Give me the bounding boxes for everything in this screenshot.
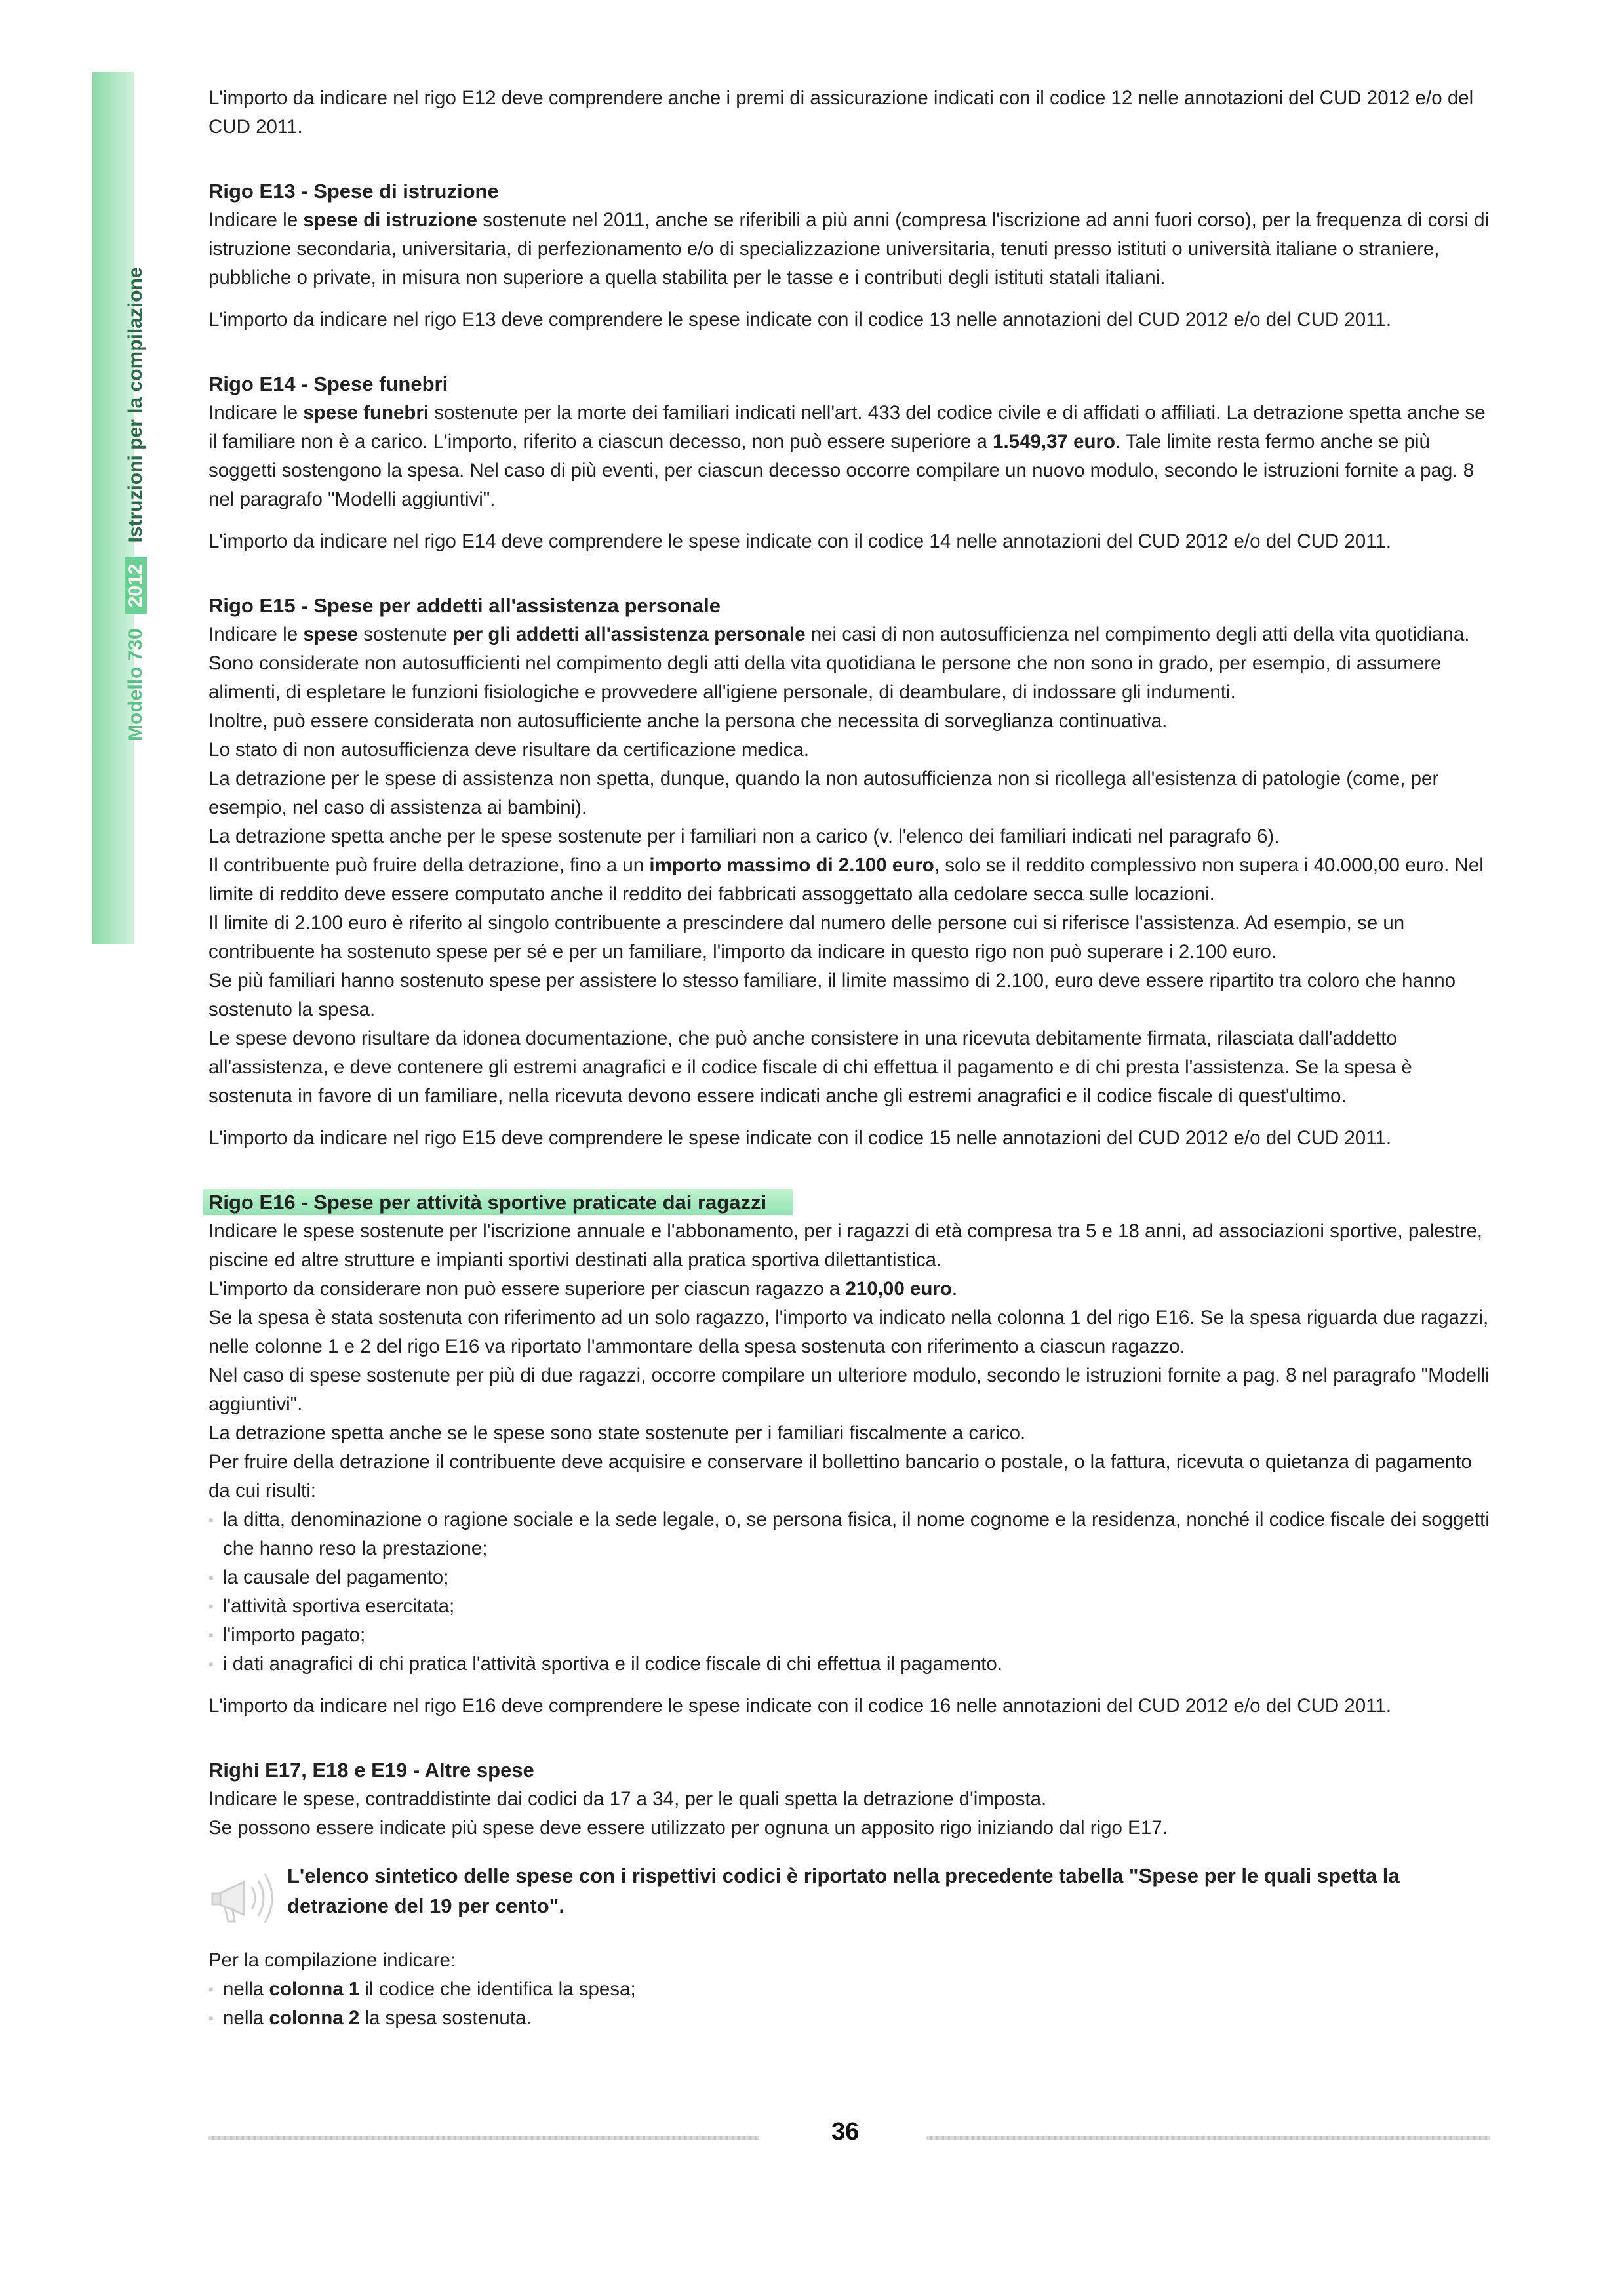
heading-e16-highlight: Rigo E16 - Spese per attività sportive praticate dai ragazzi [203, 1189, 793, 1215]
e16-paragraph-3: Se la spesa è stata sostenuta con riferimento ad un solo ragazzo, l'importo va indicato nella colonna 1 del rigo E16. Se la spesa riguarda due ragazzi, nelle colonne 1 e 2 del rigo E16 va riportato l'ammontare della spesa sostenuta con riferimento a ciascun ragazzo. [208, 1307, 1489, 1357]
e15-paragraph-3: Inoltre, può essere considerata non autosufficiente anche la persona che necessita di sorveglianza continuativa. [208, 710, 1168, 732]
e14-paragraph-1: Indicare le spese funebri sostenute per la morte dei familiari indicati nell'art. 433 del codice civile e di affidati o affiliati. La detrazione spetta anche se il familiare non è a carico. L'importo, riferito a ciascun decesso, non può essere superiore a 1.549,37 euro. Tale limite resta fermo anche se più soggetti sostengono la spesa. Nel caso di più eventi, per ciascun decesso occorre compilare un nuovo modulo, secondo le istruzioni fornite a pag. 8 nel paragrafo "Modelli aggiuntivi". [208, 402, 1486, 510]
e13-paragraph-2: L'importo da indicare nel rigo E13 deve comprendere le spese indicate con il codice 13 nelle annotazioni del CUD 2012 e/o del CUD 2011. [208, 309, 1392, 330]
note-callout [208, 1861, 1490, 1933]
megaphone-icon [205, 1861, 290, 1933]
heading-e15: Rigo E15 - Spese per addetti all'assistenza personale [208, 594, 721, 617]
e17-bullet-list [208, 1975, 1490, 2033]
e17-paragraph-1: Indicare le spese, contraddistinte dai codici da 17 a 34, per le quali spetta la detrazione d'imposta. [208, 1788, 1047, 1810]
intro-paragraph: L'importo da indicare nel rigo E12 deve comprendere anche i premi di assicurazione indicati con il codice 12 nelle annotazioni del CUD 2012 e/o del CUD 2011. [208, 87, 1474, 138]
heading-e14: Rigo E14 - Spese funebri [208, 372, 448, 395]
sidebar-label [125, 267, 147, 741]
note-text: L'elenco sintetico delle spese con i rispettivi codici è riportato nella precedente tabella "Spese per le quali spetta la detrazione del 19 per cento". [287, 1864, 1400, 1917]
e15-paragraph-5: La detrazione per le spese di assistenza non spetta, dunque, quando la non autosufficienza non si ricollega all'esistenza di patologie (come, per esempio, nel caso di assistenza ai bambini). [208, 768, 1439, 818]
list-item: ▪ nella colonna 1 il codice che identifica la spesa; [208, 1975, 1490, 2004]
heading-e17: Righi E17, E18 e E19 - Altre spese [208, 1759, 534, 1782]
e14-paragraph-2: L'importo da indicare nel rigo E14 deve comprendere le spese indicate con il codice 14 nelle annotazioni del CUD 2012 e/o del CUD 2011. [208, 530, 1392, 552]
e16-paragraph-7: L'importo da indicare nel rigo E16 deve comprendere le spese indicate con il codice 16 nelle annotazioni del CUD 2012 e/o del CUD 2011. [208, 1695, 1392, 1717]
list-item: ▪ nella colonna 2 la spesa sostenuta. [208, 2004, 1490, 2033]
list-item: ▪ l'importo pagato; [208, 1621, 1490, 1650]
e15-paragraph-1: Indicare le spese sostenute per gli addetti all'assistenza personale nei casi di non autosufficienza nel compimento degli atti della vita quotidiana. [208, 624, 1470, 645]
list-item: ▪ i dati anagrafici di chi pratica l'attività sportiva e il codice fiscale di chi effettua il pagamento. [208, 1650, 1490, 1679]
e16-paragraph-4: Nel caso di spese sostenute per più di due ragazzi, occorre compilare un ulteriore modulo, secondo le istruzioni fornite a pag. 8 nel paragrafo "Modelli aggiuntivi". [208, 1365, 1490, 1415]
sidebar-year: 2012 [125, 557, 147, 614]
e15-paragraph-9: Se più familiari hanno sostenuto spese per assistere lo stesso familiare, il limite massimo di 2.100, euro deve essere ripartito tra coloro che hanno sostenuto la spesa. [208, 970, 1456, 1020]
sidebar-model: Modello 730 [125, 628, 146, 741]
e15-paragraph-8: Il limite di 2.100 euro è riferito al singolo contribuente a prescindere dal numero delle persone cui si riferisce l'assistenza. Ad esempio, se un contribuente ha sostenuto spese per sé e per un familiare, l'importo da indicare in questo rigo non può superare i 2.100 euro. [208, 912, 1405, 963]
e15-paragraph-4: Lo stato di non autosufficienza deve risultare da certificazione medica. [208, 739, 810, 761]
e15-paragraph-6: La detrazione spetta anche per le spese sostenute per i familiari non a carico (v. l'elenco dei familiari indicati nel paragrafo 6). [208, 826, 1280, 847]
list-item: ▪ l'attività sportiva esercitata; [208, 1592, 1490, 1621]
e16-paragraph-2: L'importo da considerare non può essere superiore per ciascun ragazzo a 210,00 euro. [208, 1278, 958, 1300]
heading-e13: Rigo E13 - Spese di istruzione [208, 180, 499, 203]
e16-bullet-list [208, 1506, 1490, 1679]
page-footer [208, 2118, 1490, 2157]
page-number: 36 [831, 2118, 860, 2145]
e16-paragraph-6: Per fruire della detrazione il contribuente deve acquisire e conservare il bollettino bancario o postale, o la fattura, ricevuta o quietanza di pagamento da cui risulti: [208, 1451, 1472, 1502]
e15-paragraph-10: Le spese devono risultare da idonea documentazione, che può anche consistere in una ricevuta debitamente firmata, rilasciata dall'addetto all'assistenza, e deve contenere gli estremi anagrafici e il codice fiscale di chi effettua il pagamento e di chi presta l'assistenza. Se la spesa è sostenuta in favore di un familiare, nella ricevuta devono essere indicati anche gli estremi anagrafici e il codice fiscale di quest'ultimo. [208, 1028, 1412, 1107]
e15-paragraph-11: L'importo da indicare nel rigo E15 deve comprendere le spese indicate con il codice 15 nelle annotazioni del CUD 2012 e/o del CUD 2011. [208, 1127, 1392, 1149]
e16-paragraph-1: Indicare le spese sostenute per l'iscrizione annuale e l'abbonamento, per i ragazzi di età compresa tra 5 e 18 anni, ad associazioni sportive, palestre, piscine ed altre strutture e impianti sportivi destinati alla pratica sportiva dilettantistica. [208, 1220, 1482, 1271]
list-item: ▪ la ditta, denominazione o ragione sociale e la sede legale, o, se persona fisica, il nome cognome e la residenza, nonché il codice fiscale dei soggetti che hanno reso la prestazione; [208, 1506, 1490, 1563]
heading-e16 [208, 1188, 1490, 1217]
e16-paragraph-5: La detrazione spetta anche se le spese sono state sostenute per i familiari fiscalmente a carico. [208, 1422, 1026, 1444]
sidebar-title: Istruzioni per la compilazione [125, 267, 146, 543]
e15-paragraph-2: Sono considerate non autosufficienti nel compimento degli atti della vita quotidiana le persone che non sono in grado, per esempio, di assumere alimenti, di espletare le funzioni fisiologiche e provvedere all'igiene personale, di deambulare, di indossare gli indumenti. [208, 652, 1442, 703]
e17-paragraph-2: Se possono essere indicate più spese deve essere utilizzato per ognuna un apposito rigo iniziando dal rigo E17. [208, 1817, 1168, 1839]
list-item: ▪ la causale del pagamento; [208, 1563, 1490, 1592]
e15-paragraph-7: Il contribuente può fruire della detrazione, fino a un importo massimo di 2.100 euro, solo se il reddito complessivo non supera i 40.000,00 euro. Nel limite di reddito deve essere computato anche il reddito dei fabbricati assoggettato alla cedolare secca sulle locazioni. [208, 854, 1484, 905]
page-content [208, 84, 1490, 2033]
e13-paragraph-1: Indicare le spese di istruzione sostenute nel 2011, anche se riferibili a più anni (compresa l'iscrizione ad anni fuori corso), per la frequenza di corsi di istruzione secondaria, universitaria, di perfezionamento e/o di specializzazione universitaria, tenuti presso istituti o università italiane o straniere, pubbliche o private, in misura non superiore a quella stabilita per le tasse e i contributi degli istituti statali italiani. [208, 209, 1490, 289]
footer-rule-left [208, 2136, 759, 2140]
e17-paragraph-3: Per la compilazione indicare: [208, 1949, 456, 1971]
footer-rule-right [926, 2136, 1490, 2140]
